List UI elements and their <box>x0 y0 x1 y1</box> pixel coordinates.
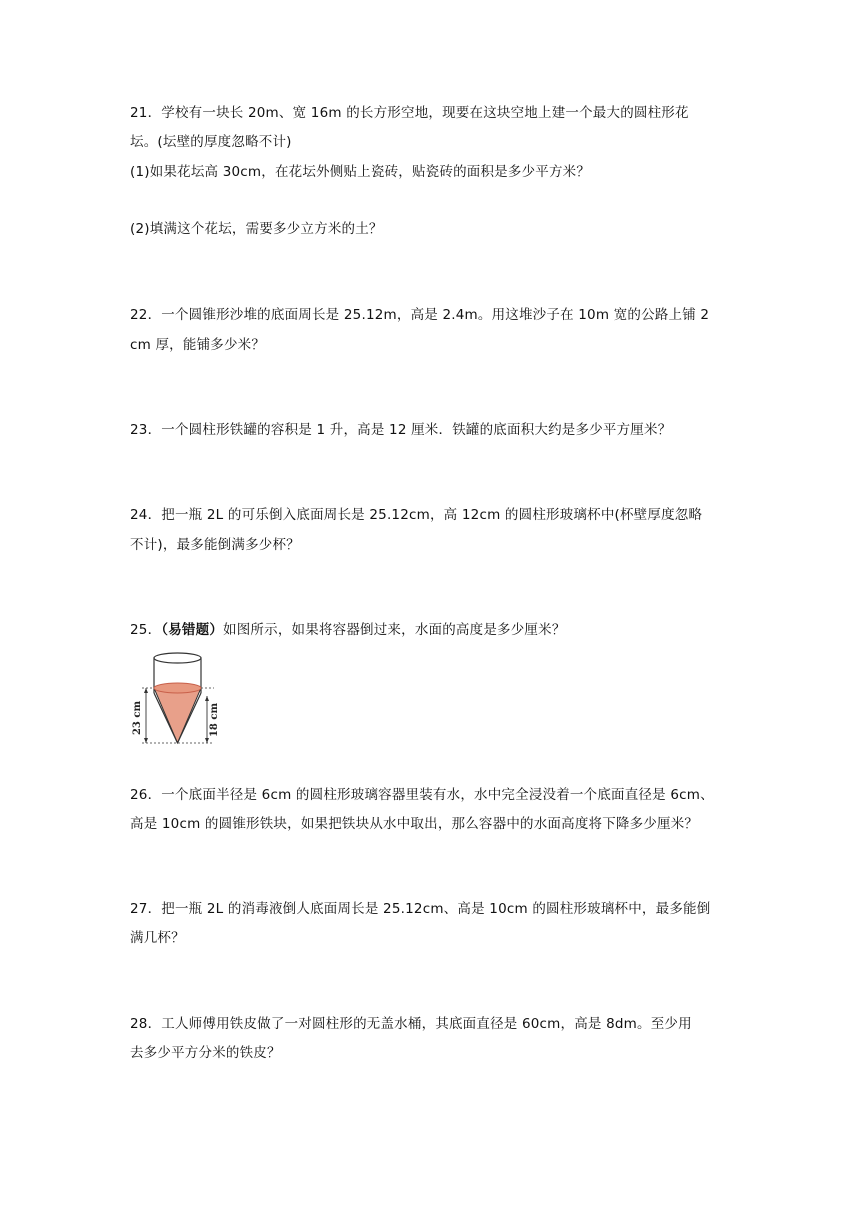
q21-sub2: (2)填满这个花坛，需要多少立方米的土？ <box>130 221 383 237</box>
q27-line-2: 满几杯？ <box>130 930 185 946</box>
q21-line-2: 坛。(坛壁的厚度忽略不计) <box>130 134 292 150</box>
q25-label-18cm: 18 cm <box>209 702 220 738</box>
q25-label-23cm: 23 cm <box>132 700 143 736</box>
q25-text: 如图所示，如果将容器倒过来，水面的高度是多少厘米？ <box>223 622 566 638</box>
q28-line-1: 28．工人师傅用铁皮做了一对圆柱形的无盖水桶，其底面直径是 60cm，高是 8dm。至少用 <box>130 1016 692 1032</box>
q28-line-2: 去多少平方分米的铁皮？ <box>130 1045 281 1061</box>
q24-line-2: 不计)，最多能倒满多少杯？ <box>130 537 300 553</box>
q22-line-2: cm 厚，能铺多少米？ <box>130 337 266 353</box>
q26-line-1: 26．一个底面半径是 6cm 的圆柱形玻璃容器里装有水，水中完全浸没着一个底面直径是 6cm、 <box>130 787 714 803</box>
q23-line-1: 23．一个圆柱形铁罐的容积是 1 升，高是 12 厘米．铁罐的底面积大约是多少平方厘米？ <box>130 422 672 438</box>
q25-container-figure <box>130 648 230 748</box>
q21-sub1: (1)如果花坛高 30cm，在花坛外侧贴上瓷砖，贴瓷砖的面积是多少平方米？ <box>130 164 591 180</box>
q27-line-1: 27．把一瓶 2L 的消毒液倒人底面周长是 25.12cm、高是 10cm 的圆柱形玻璃杯中，最多能倒 <box>130 901 711 917</box>
q25-line-1 <box>130 620 566 640</box>
q25-tag: （易错题） <box>161 622 224 638</box>
q26-line-2: 高是 10cm 的圆锥形铁块，如果把铁块从水中取出，那么容器中的水面高度将下降多少厘米？ <box>130 816 699 832</box>
q21-line-1: 21．学校有一块长 20m、宽 16m 的长方形空地，现要在这块空地上建一个最大的圆柱形花 <box>130 105 689 121</box>
q25-prefix: 25． <box>130 622 162 638</box>
q22-line-1: 22．一个圆锥形沙堆的底面周长是 25.12m，高是 2.4m。用这堆沙子在 10m 宽的公路上铺 2 <box>130 307 710 323</box>
q24-line-1: 24．把一瓶 2L 的可乐倒入底面周长是 25.12cm，高 12cm 的圆柱形玻璃杯中(杯壁厚度忽略 <box>130 507 703 523</box>
